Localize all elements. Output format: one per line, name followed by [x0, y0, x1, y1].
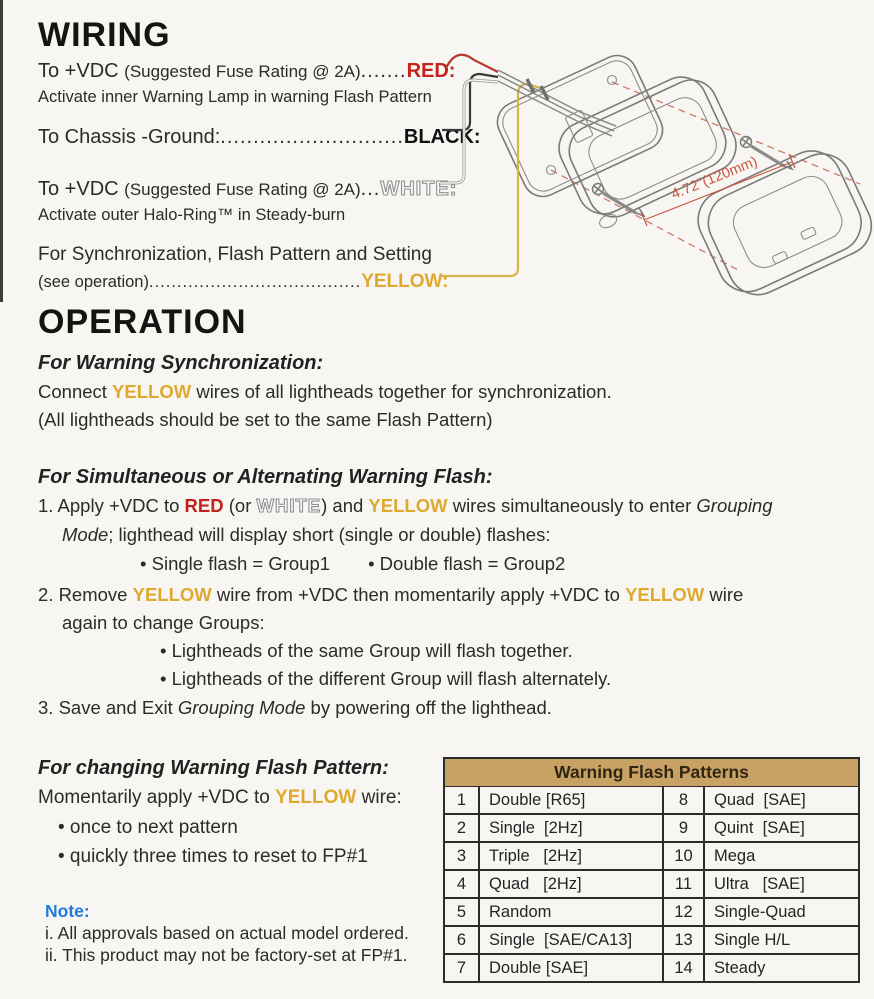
scan-edge-artifact — [0, 0, 3, 302]
flash-patterns-table — [443, 757, 860, 983]
note-item-ii: ii. This product may not be factory-set at FP#1. — [45, 945, 408, 965]
wiring-line-white: To +VDC (Suggested Fuse Rating @ 2A)...WHITE: — [38, 178, 458, 200]
pattern-number: 2 — [445, 815, 478, 841]
pattern-change-heading: For changing Warning Flash Pattern: — [38, 757, 389, 779]
screw — [593, 184, 645, 217]
pattern-number: 14 — [664, 955, 703, 981]
step-3: 3. Save and Exit Grouping Mode by powering off the lighthead. — [38, 697, 552, 718]
pattern-change-line1: Momentarily apply +VDC to YELLOW wire: — [38, 787, 402, 808]
wiring-title: WIRING — [38, 16, 171, 54]
step-2-line1: 2. Remove YELLOW wire from +VDC then momentarily apply +VDC to YELLOW wire — [38, 584, 744, 605]
pattern-name: Single [2Hz] — [480, 815, 662, 841]
pattern-name: Quad [SAE] — [705, 787, 858, 813]
pattern-number: 13 — [664, 927, 703, 953]
red-wire-label: RED: — [406, 60, 456, 82]
pattern-number: 11 — [664, 871, 703, 897]
yellow-wire-ref: YELLOW — [132, 584, 212, 605]
yellow-wire-ref: YELLOW — [368, 495, 448, 516]
step-1-line1: 1. Apply +VDC to RED (or WHITE) and YELLOW wires simultaneously to enter Grouping — [38, 495, 773, 516]
wiring-line-black: To Chassis -Ground:............................BLACK: — [38, 126, 481, 148]
pattern-name: Quad [2Hz] — [480, 871, 662, 897]
exploded-view-diagram — [440, 26, 874, 314]
yellow-wire — [440, 84, 540, 276]
pattern-name: Single-Quad — [705, 899, 858, 925]
pattern-number: 5 — [445, 899, 478, 925]
red-wire — [446, 55, 498, 72]
pattern-change-bullet1: • once to next pattern — [58, 817, 238, 838]
dimension-label: 4.72"(120mm) — [669, 153, 760, 203]
wiring-line-red: To +VDC (Suggested Fuse Rating @ 2A).......RED: — [38, 60, 456, 82]
pattern-number: 3 — [445, 843, 478, 869]
step-2-bullet1: • Lightheads of the same Group will flash together. — [160, 640, 573, 661]
flash-heading: For Simultaneous or Alternating Warning Flash: — [38, 466, 493, 488]
pattern-number: 12 — [664, 899, 703, 925]
yellow-wire-ref: YELLOW — [625, 584, 705, 605]
pattern-change-bullet2: • quickly three times to reset to FP#1 — [58, 846, 368, 867]
pattern-name: Triple [2Hz] — [480, 843, 662, 869]
lamp-foot — [597, 212, 618, 230]
step-2-bullet2: • Lightheads of the different Group will flash alternately. — [160, 668, 612, 689]
pattern-number: 8 — [664, 787, 703, 813]
sync-line2: (All lightheads should be set to the same Flash Pattern) — [38, 409, 493, 430]
table-title: Warning Flash Patterns — [445, 759, 858, 786]
white-wire-label: WHITE: — [380, 178, 458, 200]
wiring-line-sync: For Synchronization, Flash Pattern and Setting — [38, 244, 432, 265]
pattern-number: 4 — [445, 871, 478, 897]
pattern-name: Double [SAE] — [480, 955, 662, 981]
pattern-name: Single H/L — [705, 927, 858, 953]
yellow-wire-ref: YELLOW — [275, 787, 357, 808]
pattern-name: Double [R65] — [480, 787, 662, 813]
pattern-name: Quint [SAE] — [705, 815, 858, 841]
operation-title: OPERATION — [38, 303, 247, 341]
wire-bundle — [498, 70, 616, 136]
yellow-wire-label: YELLOW: — [361, 271, 449, 292]
pattern-name: Random — [480, 899, 662, 925]
pattern-number: 10 — [664, 843, 703, 869]
pattern-number: 1 — [445, 787, 478, 813]
yellow-wire-ref: YELLOW — [112, 381, 192, 402]
wiring-line-white-desc: Activate outer Halo-Ring™ in Steady-burn — [38, 206, 346, 224]
sync-heading: For Warning Synchronization: — [38, 352, 324, 374]
pattern-name: Steady — [705, 955, 858, 981]
plate-hole — [608, 76, 617, 85]
step-1-line2: Mode; lighthead will display short (single or double) flashes: — [62, 524, 551, 545]
pattern-name: Mega — [705, 843, 858, 869]
wiring-line-yellow: (see operation)......................................YELLOW: — [38, 271, 449, 292]
sync-line1: Connect YELLOW wires of all lightheads together for synchronization. — [38, 381, 612, 402]
black-wire-label: BLACK: — [403, 126, 481, 148]
red-wire-ref: RED — [184, 495, 224, 516]
step-1-bullets: • Single flash = Group1 • Double flash = Group2 — [140, 553, 566, 574]
note-item-i: i. All approvals based on actual model ordered. — [45, 923, 409, 943]
pattern-number: 6 — [445, 927, 478, 953]
pattern-number: 7 — [445, 955, 478, 981]
pattern-name: Single [SAE/CA13] — [480, 927, 662, 953]
pattern-name: Ultra [SAE] — [705, 871, 858, 897]
wiring-line-red-desc: Activate inner Warning Lamp in warning Flash Pattern — [38, 88, 432, 106]
pattern-number: 9 — [664, 815, 703, 841]
step-2-line2: again to change Groups: — [62, 612, 265, 633]
note-label: Note: — [45, 901, 90, 921]
dimension-ticks — [641, 154, 795, 226]
white-wire-ref: WHITE — [256, 495, 322, 516]
